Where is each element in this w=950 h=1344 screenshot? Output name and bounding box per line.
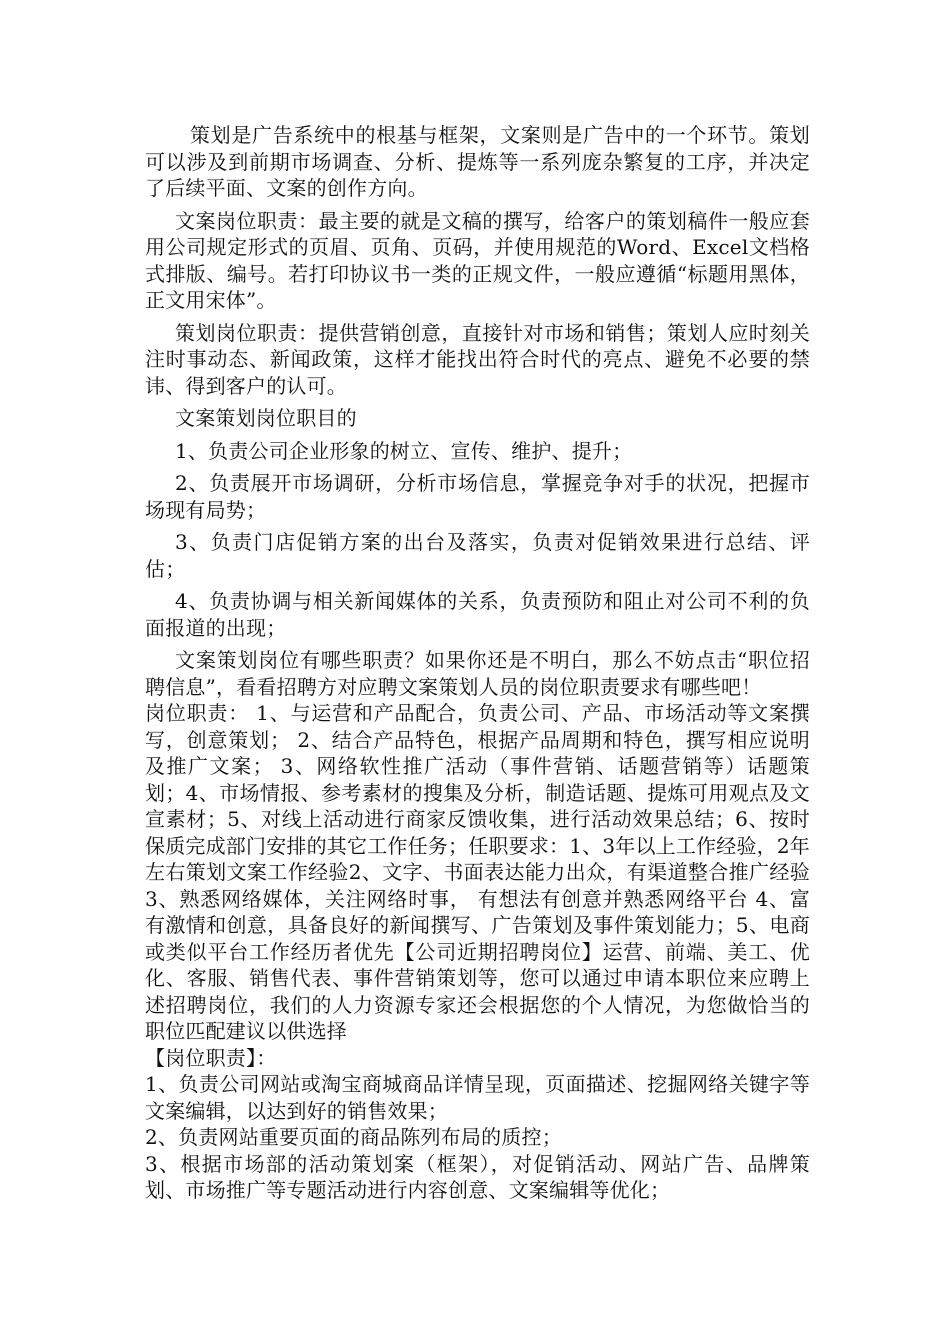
purpose-item-1: 1、负责公司企业形象的树立、宣传、维护、提升； bbox=[175, 438, 633, 463]
job-duties-heading: 【岗位职责】： bbox=[145, 1045, 277, 1070]
job-duty-item-3: 3、根据市场部的活动策划案（框架），对促销活动、网站广告、品牌策划、市场推广等专题活动进行内容创意、文案编辑等优化； bbox=[145, 1151, 810, 1202]
job-duty-item-1: 1、负责公司网站或淘宝商城商品详情呈现，页面描述、挖掘网络关键字等文案编辑，以达到好的销售效果； bbox=[145, 1072, 810, 1123]
section-heading-purpose: 文案策划岗位职目的 bbox=[175, 406, 357, 430]
purpose-item-2: 2、负责展开市场调研，分析市场信息，掌握竞争对手的状况，把握市场现有局势； bbox=[145, 471, 810, 522]
planning-duties-paragraph: 策划岗位职责：提供营销创意，直接针对市场和销售；策划人应时刻关注时事动态、新闻政策，这样才能找出符合时代的亮点、避免不必要的禁讳、得到客户的认可。 bbox=[145, 320, 810, 398]
recruitment-intro-paragraph: 文案策划岗位有哪些职责？如果你还是不明白，那么不妨点击“职位招聘信息”，看看招聘方对应聘文案策划人员的岗位职责要求有哪些吧！ bbox=[145, 648, 810, 699]
intro-paragraph: 策划是广告系统中的根基与框架，文案则是广告中的一个环节。策划可以涉及到前期市场调查、分析、提炼等一系列庞杂繁复的工序，并决定了后续平面、文案的创作方向。 bbox=[145, 123, 810, 200]
purpose-item-4: 4、负责协调与相关新闻媒体的关系，负责预防和阻止对公司不利的负面报道的出现； bbox=[145, 589, 810, 640]
job-duty-item-2: 2、负责网站重要页面的商品陈列布局的质控； bbox=[145, 1125, 562, 1149]
document-body bbox=[145, 122, 810, 1204]
job-requirements-paragraph: 岗位职责： 1、与运营和产品配合，负责公司、产品、市场活动等文案撰写，创意策划； 2、结合产品特色，根据产品周期和特色，撰写相应说明及推广文案； 3、网络软性推广活动（事件营销、话题营销等）话题策划；4、市场情报、参考素材的搜集及分析，制造话题、提炼可用观点及文宣素材；5、对线上活动进行商家反馈收集，进行活动效果总结；6、按时保质完成部门安排的其它工作任务；任职要求：1、3年以上工作经验，2年左右策划文案工作经验2、文字、书面表达能力出众，有渠道整合推广经验3、熟悉网络媒体，关注网络时事， 有想法有创意并熟悉网络平台 4、富有激情和创意，具备良好的新闻撰写、广告策划及事件策划能力；5、电商或类似平台工作经历者优先【公司近期招聘岗位】运营、前端、美工、优化、客服、销售代表、事件营销策划等，您可以通过申请本职位来应聘上述招聘岗位，我们的人力资源专家还会根据您的个人情况，为您做恰当的职位匹配建议以供选择 bbox=[145, 701, 810, 1043]
copywriting-duties-paragraph: 文案岗位职责：最主要的就是文稿的撰写，给客户的策划稿件一般应套用公司规定形式的页眉、页角、页码，并使用规范的Word、Excel文档格式排版、编号。若打印协议书一类的正规文件，一般应遵循“标题用黑体，正文用宋体”。 bbox=[145, 208, 810, 312]
purpose-item-3: 3、负责门店促销方案的出台及落实，负责对促销效果进行总结、评估； bbox=[145, 530, 810, 581]
